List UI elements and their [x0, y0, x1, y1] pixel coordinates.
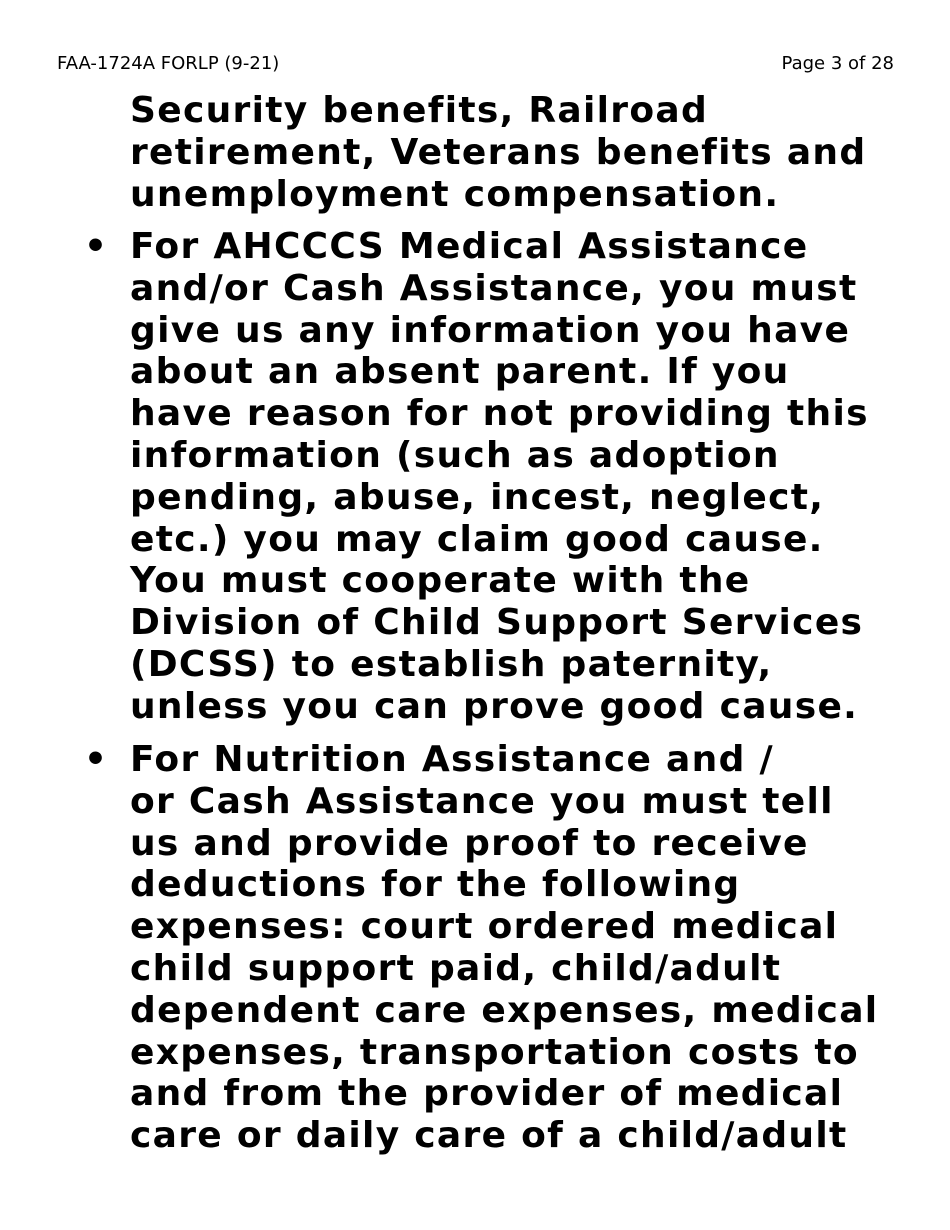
text-line: retirement, Veterans benefits and	[130, 131, 867, 173]
text-line: give us any information you have	[130, 309, 851, 351]
text-line: and from the provider of medical	[130, 1073, 844, 1115]
form-id: FAA-1724A FORLP (9-21)	[57, 53, 280, 74]
text-line: For Nutrition Assistance and /	[130, 739, 774, 780]
text-line: child support paid, child/adult	[130, 947, 782, 989]
bullet-item-deductions	[130, 739, 920, 1157]
text-line: unemployment compensation.	[130, 173, 780, 215]
bullet-marker: •	[84, 226, 108, 267]
text-line: us and provide proof to receive	[130, 822, 809, 864]
text-line: or Cash Assistance you must tell	[130, 780, 834, 822]
text-line: and/or Cash Assistance, you must	[130, 267, 858, 309]
text-line: information (such as adoption	[130, 434, 780, 476]
text-line: Security benefits, Railroad	[130, 90, 709, 131]
continuation-paragraph	[130, 90, 920, 215]
bullet-item-absent-parent	[130, 226, 920, 728]
page-header	[57, 52, 894, 76]
text-line: have reason for not providing this	[130, 393, 869, 435]
text-line: care or daily care of a child/adult	[130, 1115, 848, 1157]
text-line: dependent care expenses, medical	[130, 989, 879, 1031]
text-line: Division of Child Support Services	[130, 602, 864, 644]
text-line: For AHCCCS Medical Assistance	[130, 226, 809, 267]
text-line: deductions for the following	[130, 864, 741, 906]
text-line: (DCSS) to establish paternity,	[130, 643, 773, 685]
text-line: expenses, transportation costs to	[130, 1031, 859, 1073]
text-line: expenses: court ordered medical	[130, 906, 839, 948]
text-line: You must cooperate with the	[130, 560, 751, 602]
page-number: Page 3 of 28	[781, 53, 894, 74]
bullet-marker: •	[84, 739, 108, 780]
text-line: etc.) you may claim good cause.	[130, 518, 824, 560]
text-line: pending, abuse, incest, neglect,	[130, 476, 825, 518]
text-line: about an absent parent. If you	[130, 351, 790, 393]
text-line: unless you can prove good cause.	[130, 685, 859, 727]
